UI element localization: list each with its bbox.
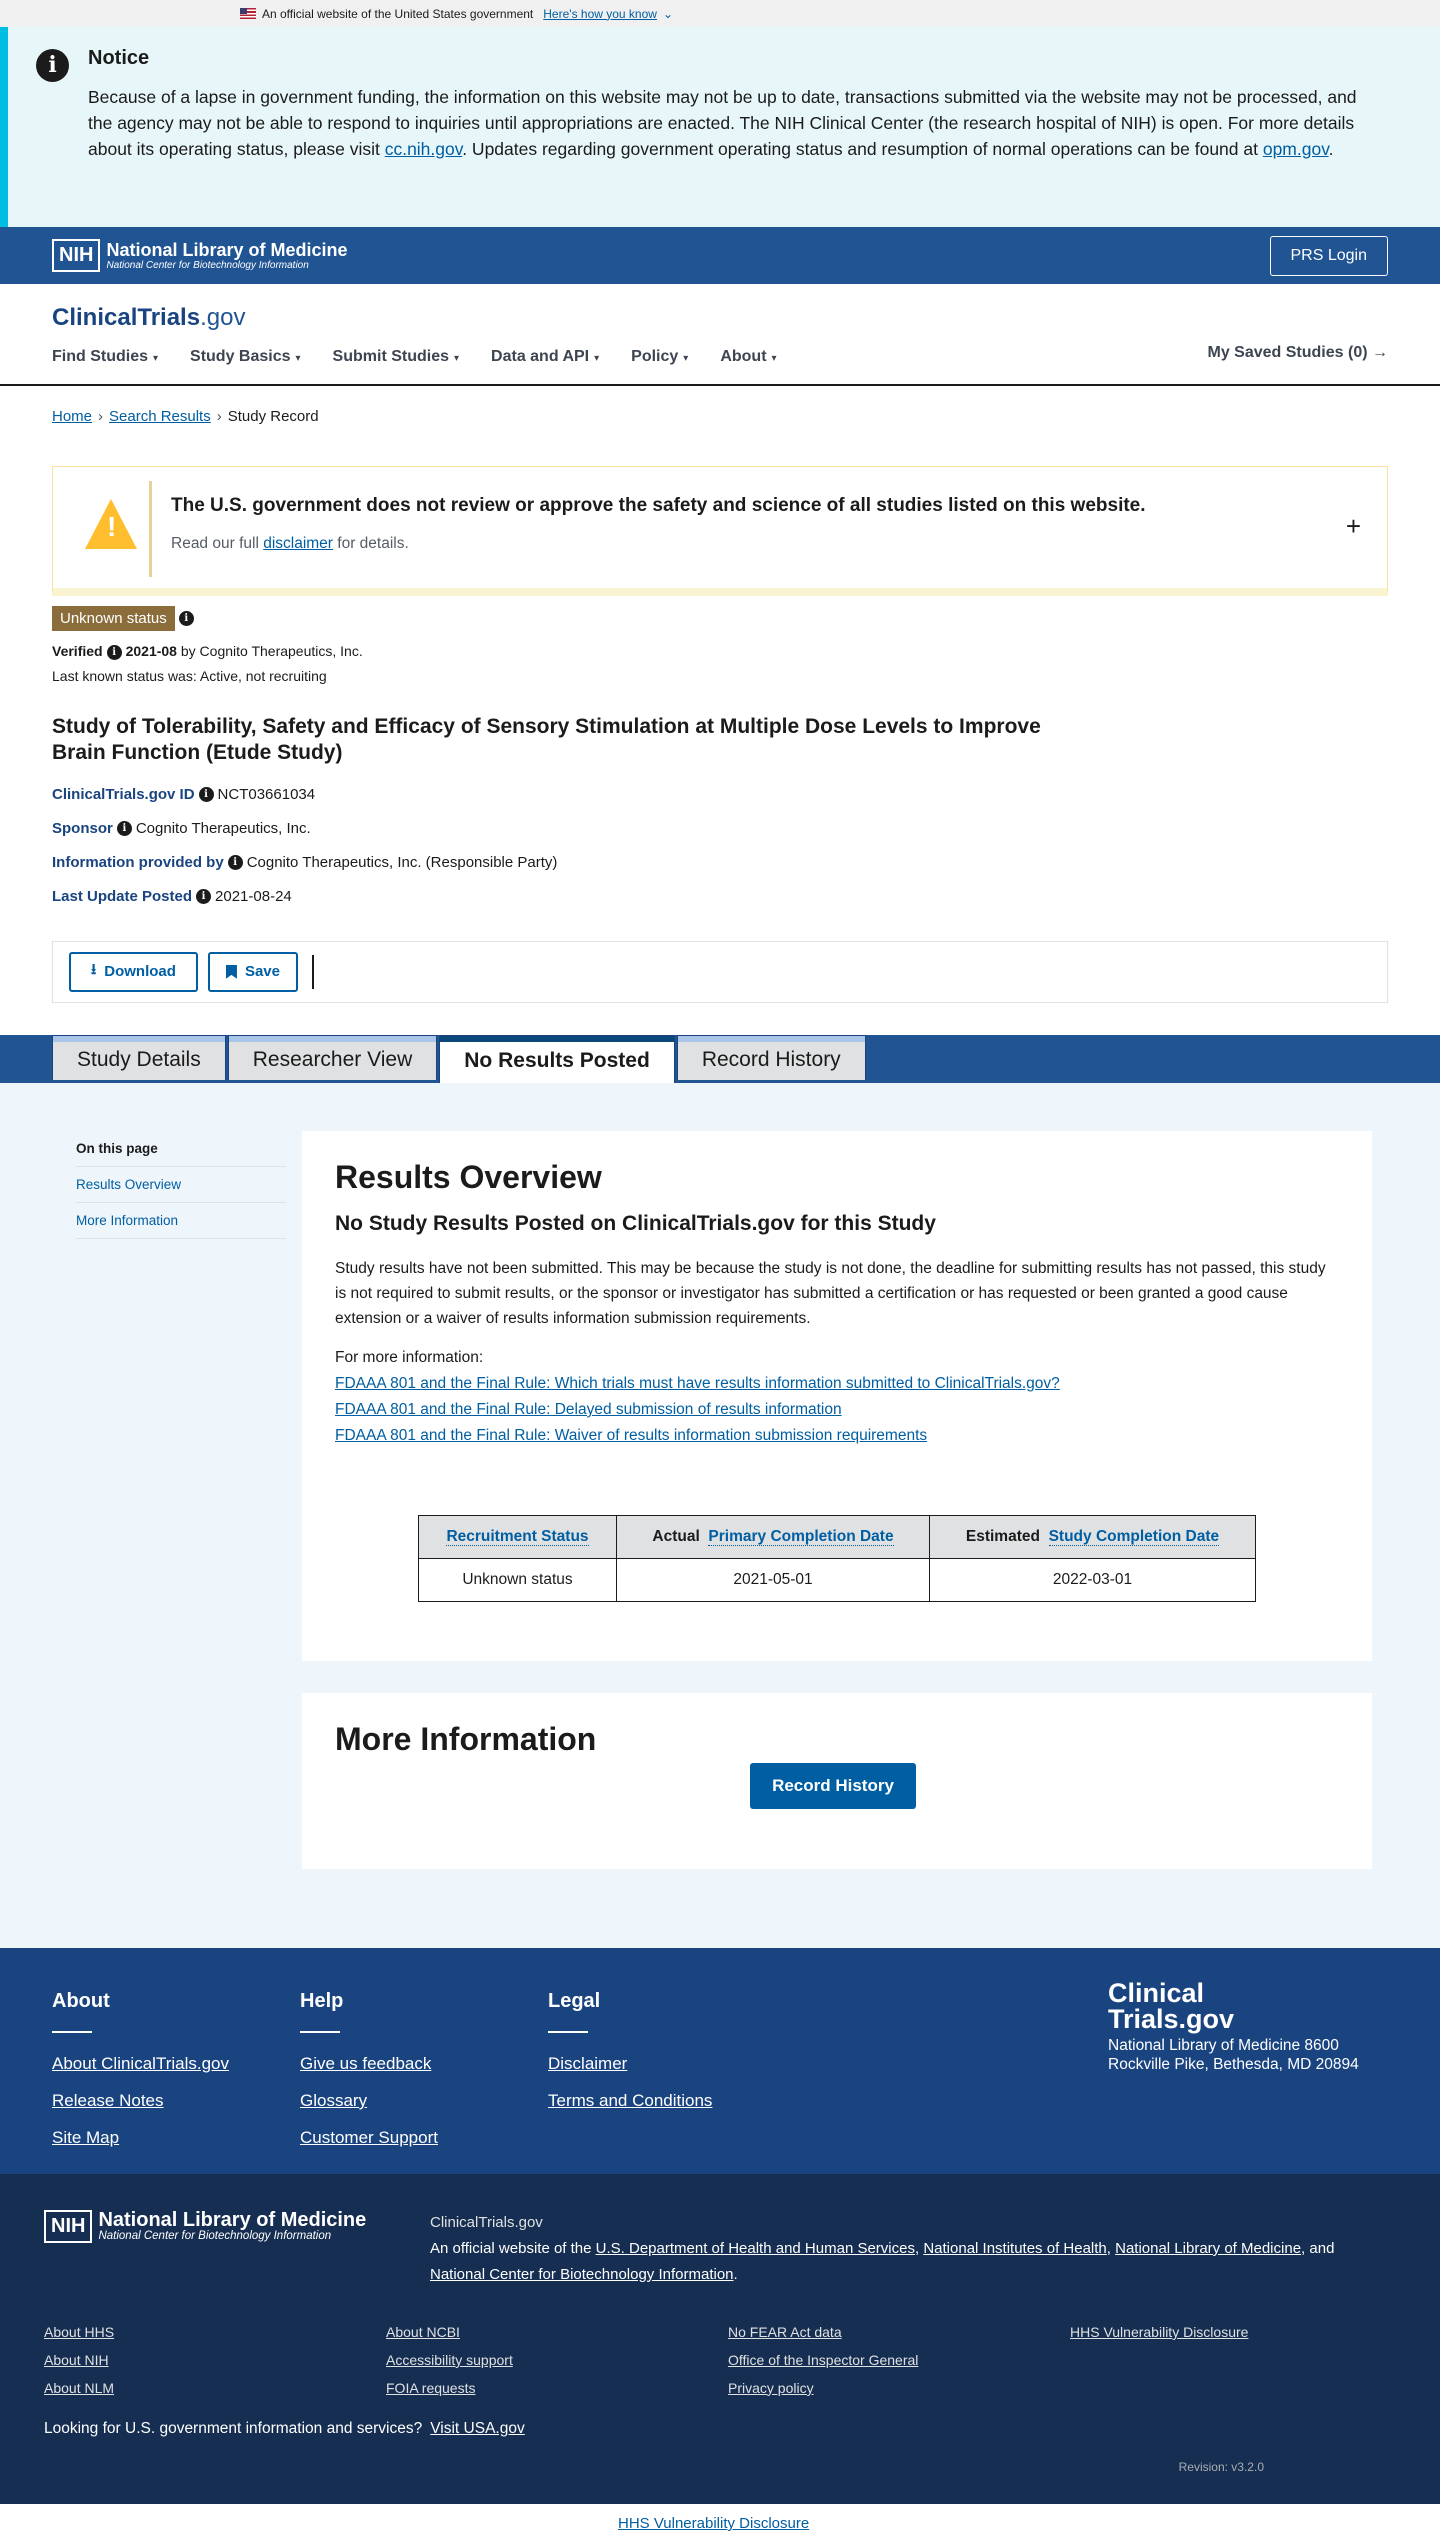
disclaimer-alert (52, 466, 1388, 596)
info-provided-row: Information provided by i Cognito Therapeutics, Inc. (Responsible Party) (52, 853, 558, 871)
study-summary (0, 596, 1440, 905)
results-overview-section (302, 1131, 1372, 1661)
study-id-row: ClinicalTrials.gov ID i NCT03661034 (52, 785, 316, 803)
footer-link[interactable]: About HHS (44, 2323, 115, 2340)
footer-link[interactable]: Terms and Conditions (548, 2090, 713, 2110)
footer-link[interactable]: Accessibility support (386, 2351, 513, 2368)
disclaimer-link[interactable]: disclaimer (263, 535, 333, 552)
fdaaa-delayed-link[interactable]: FDAAA 801 and the Final Rule: Delayed submission of results information (335, 1400, 842, 1418)
footer-brand (1108, 1977, 1368, 2074)
revision-text: Revision: v3.2.0 (1178, 2459, 1264, 2474)
footer-link[interactable]: Privacy policy (728, 2379, 814, 2396)
footer-link[interactable]: Site Map (52, 2127, 120, 2147)
verified-line: Verified i 2021-08 by Cognito Therapeutics, Inc. (52, 643, 363, 659)
usa-gov-link[interactable]: Visit USA.gov (430, 2419, 525, 2437)
info-icon[interactable]: i (196, 889, 211, 904)
opm-link[interactable]: opm.gov (1262, 139, 1329, 159)
recruitment-status-link[interactable]: Recruitment Status (446, 1527, 589, 1545)
table-cell: 2021-05-01 (617, 1558, 930, 1601)
main-nav (52, 348, 1388, 366)
tab-bar (0, 1035, 1440, 1083)
tab-no-results-posted[interactable]: No Results Posted (439, 1035, 675, 1083)
table-cell: 2022-03-01 (930, 1558, 1256, 1601)
table-row (419, 1558, 1256, 1601)
agency-footer (0, 2174, 1440, 2504)
more-information-section (302, 1693, 1372, 1869)
footer-about-title: About (52, 1989, 110, 2012)
download-button[interactable]: ⭳ Download (69, 952, 198, 992)
chevron-down-icon: ⌄ (662, 6, 674, 21)
usa-gov-line: Looking for U.S. government information and services? Visit USA.gov (44, 2419, 525, 2437)
record-history-button[interactable]: Record History (750, 1763, 916, 1809)
footer-link[interactable]: Disclaimer (548, 2053, 628, 2073)
agency-links (44, 2318, 1412, 2402)
onpage-more-information[interactable]: More Information (76, 1203, 286, 1239)
nlm-name: National Library of Medicine (106, 240, 348, 260)
fdaaa-waiver-link[interactable]: FDAAA 801 and the Final Rule: Waiver of results information submission requirements (335, 1426, 928, 1444)
info-icon[interactable]: i (179, 611, 194, 626)
table-header: Actual Primary Completion Date (617, 1515, 930, 1558)
footer-link[interactable]: No FEAR Act data (728, 2323, 842, 2340)
footer-link[interactable]: Glossary (300, 2090, 368, 2110)
ncbi-link[interactable]: National Center for Biotechnology Information (430, 2265, 734, 2283)
footer-link[interactable]: Customer Support (300, 2127, 438, 2147)
study-completion-link[interactable]: Study Completion Date (1048, 1527, 1220, 1545)
footer-link[interactable]: FOIA requests (386, 2379, 476, 2396)
hhs-vulnerability-link[interactable]: HHS Vulnerability Disclosure (618, 2515, 810, 2532)
download-icon: ⭳ (91, 961, 97, 979)
table-header (419, 1515, 617, 1558)
nav-policy[interactable]: Policy ▾ (631, 348, 689, 365)
nav-find-studies[interactable]: Find Studies ▾ (52, 348, 159, 365)
official-website-text: ClinicalTrials.gov An official website of the U.S. Department of Health and Human Services, National Institutes of Health, National Library of Medicine, and National Center for Biotechnology Information. (430, 2213, 1335, 2283)
chevron-down-icon: ▾ (295, 353, 301, 364)
expand-plus-icon[interactable]: + (1345, 511, 1361, 541)
prs-login-button[interactable]: PRS Login (1270, 236, 1389, 276)
fdaaa-which-trials-link[interactable]: FDAAA 801 and the Final Rule: Which trials must have results information submitted to ClinicalTrials.gov? (335, 1374, 1060, 1392)
table-header: Estimated Study Completion Date (930, 1515, 1256, 1558)
footer-link[interactable]: About NCBI (386, 2323, 460, 2340)
for-more-info: For more information: (335, 1348, 484, 1366)
breadcrumb-home[interactable]: Home (52, 408, 93, 425)
footer-legal-title: Legal (548, 1989, 601, 2012)
completion-table (418, 1515, 1256, 1602)
last-update-row: Last Update Posted i 2021-08-24 (52, 887, 292, 905)
chevron-down-icon: ▾ (594, 353, 600, 364)
status-badge: Unknown status (52, 606, 175, 631)
more-information-title: More Information (335, 1720, 597, 1757)
footer-legal (548, 1990, 768, 2119)
main-content (0, 1083, 1440, 1948)
nav-about[interactable]: About ▾ (720, 348, 777, 365)
table-cell: Unknown status (419, 1558, 617, 1601)
info-icon: i (36, 49, 69, 82)
primary-completion-link[interactable]: Primary Completion Date (708, 1527, 894, 1545)
study-actions (52, 941, 1388, 1003)
notice-banner (0, 27, 1440, 227)
chevron-down-icon: ▾ (683, 353, 689, 364)
footer-link[interactable]: About NIH (44, 2351, 109, 2368)
nlm-logo[interactable] (52, 239, 348, 272)
footer-link[interactable]: Release Notes (52, 2090, 164, 2110)
notice-title: Notice (88, 47, 150, 69)
footer-help (300, 1990, 520, 2156)
bookmark-icon (226, 965, 237, 979)
nih-logo-box: NIH (52, 239, 100, 272)
onpage-results-overview[interactable]: Results Overview (76, 1167, 286, 1203)
nlm-footer-logo[interactable]: NIH National Library of Medicine National Center for Biotechnology Information (44, 2210, 366, 2243)
tab-record-history[interactable]: Record History (677, 1035, 866, 1080)
my-saved-studies-link[interactable]: My Saved Studies (0) → (1207, 344, 1388, 361)
info-icon[interactable]: i (117, 821, 132, 836)
nlm-link[interactable]: National Library of Medicine (1115, 2239, 1302, 2257)
breadcrumb-current: Study Record (227, 408, 319, 425)
warning-icon: ! (85, 499, 137, 549)
chevron-down-icon: ▾ (153, 353, 159, 364)
footer-link[interactable]: Give us feedback (300, 2053, 432, 2073)
on-this-page-nav (76, 1141, 286, 1239)
hhs-link[interactable]: U.S. Department of Health and Human Services (595, 2239, 915, 2257)
tab-researcher-view[interactable]: Researcher View (228, 1035, 438, 1080)
nav-submit-studies[interactable]: Submit Studies ▾ (332, 348, 460, 365)
tab-study-details[interactable]: Study Details (52, 1035, 226, 1080)
footer-link[interactable]: Office of the Inspector General (728, 2351, 919, 2368)
footer-about (52, 1990, 272, 2156)
info-icon[interactable]: i (199, 787, 214, 802)
us-flag-icon (240, 8, 256, 19)
gov-banner-text: An official website of the United States government (262, 6, 534, 21)
nav-data-api[interactable]: Data and API ▾ (491, 348, 600, 365)
footer-logo[interactable]: Clinical Trials.gov (1108, 1977, 1235, 2034)
clinicaltrials-logo[interactable]: ClinicalTrials.gov (52, 304, 246, 331)
cc-nih-link[interactable]: cc.nih.gov (384, 139, 463, 159)
no-results-heading: No Study Results Posted on ClinicalTrials.gov for this Study (335, 1211, 936, 1235)
ncbi-name: National Center for Biotechnology Information (106, 260, 309, 271)
footer-link[interactable]: About ClinicalTrials.gov (52, 2053, 229, 2073)
footer-address: National Library of Medicine 8600 Rockville Pike, Bethesda, MD 20894 (1108, 2036, 1359, 2073)
disclaimer-title: The U.S. government does not review or approve the safety and science of all studies listed on this website. (171, 495, 1146, 516)
info-icon[interactable]: i (228, 855, 243, 870)
chevron-down-icon: ▾ (454, 353, 460, 364)
breadcrumb: Home › Search Results › Study Record (52, 408, 319, 425)
breadcrumb-search-results[interactable]: Search Results (109, 408, 211, 425)
disclaimer-text: Read our full disclaimer for details. (171, 535, 409, 552)
on-this-page-title: On this page (76, 1141, 286, 1167)
study-title: Study of Tolerability, Safety and Efficacy of Sensory Stimulation at Multiple Dose Levels to Improve Brain Function (Etude Study) (52, 714, 1041, 764)
study-meta (52, 786, 1388, 905)
sponsor-row: Sponsor i Cognito Therapeutics, Inc. (52, 819, 311, 837)
info-icon[interactable]: i (107, 645, 122, 660)
save-button[interactable]: Save (208, 952, 298, 992)
results-explanation: Study results have not been submitted. This may be because the study is not done, the deadline for submitting results has not passed, this study is not required to submit results, or the sponsor or investigator has submitted a certification or has requested or been granted a good cause extension or a waiver of results information submission requirements. (335, 1259, 1326, 1327)
results-overview-title: Results Overview (335, 1158, 602, 1195)
nih-link[interactable]: National Institutes of Health (923, 2239, 1107, 2257)
footer-help-title: Help (300, 1989, 344, 2012)
notice-body: Because of a lapse in government funding, the information on this website may not be up to date, transactions submitted via the website may not be processed, and the agency may not be able to respond to inquiries until appropriations are enacted. The NIH Clinical Center (the research hospital of NIH) is open. For more details about its operating status, please visit cc.nih.gov. Updates regarding government operating status and resumption of normal operations can be found at opm.gov. (88, 87, 1357, 159)
nih-header (0, 227, 1440, 284)
heres-how-you-know-link[interactable]: Here's how you know (543, 6, 657, 21)
last-known-status: Last known status was: Active, not recruiting (52, 667, 327, 684)
footer-link[interactable]: About NLM (44, 2379, 115, 2396)
nav-study-basics[interactable]: Study Basics ▾ (190, 348, 301, 365)
chevron-down-icon: ▾ (771, 353, 777, 364)
site-header (0, 284, 1440, 386)
site-footer (0, 1948, 1440, 2174)
gov-banner (0, 0, 1440, 27)
footer-link[interactable]: HHS Vulnerability Disclosure (1070, 2323, 1249, 2340)
